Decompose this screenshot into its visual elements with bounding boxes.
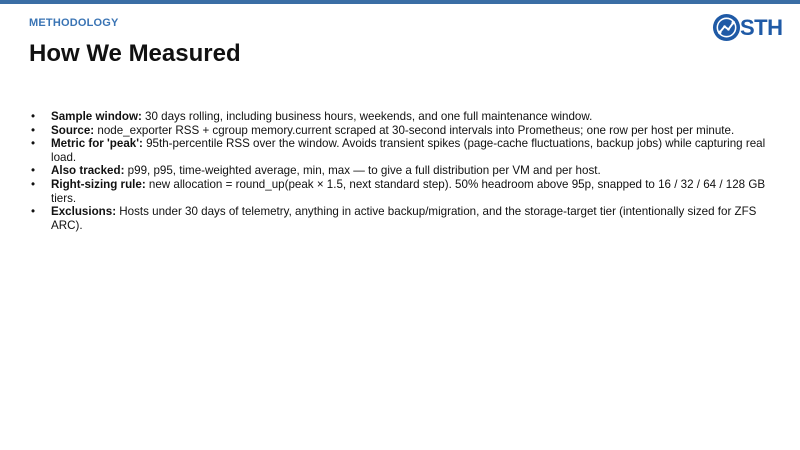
bullet-text: 95th-percentile RSS over the window. Avoids transient spikes (page-cache fluctuations, backup jobs) while capturing real load. [51,137,766,164]
page-title: How We Measured [29,40,241,67]
bullet-text: Hosts under 30 days of telemetry, anything in active backup/migration, and the storage-target tier (intentionally sized for ZFS ARC). [51,205,757,232]
bullet-list [29,110,769,232]
logo-text: STH [740,15,783,40]
bullet-item [29,178,769,205]
bullet-item [29,124,769,138]
bullet-item [29,205,769,232]
top-accent-rule [0,0,800,4]
bullet-text: new allocation = round_up(peak × 1.5, next standard step). 50% headroom above 95p, snapped to 16 / 32 / 64 / 128 GB tiers. [51,177,766,205]
sth-logo-icon [712,13,741,42]
bullet-item [29,164,769,178]
bullet-item [29,137,769,164]
bullet-term: Metric for 'peak': [51,137,143,151]
bullet-term: Source: [51,123,95,137]
bullet-term: Sample window: [51,110,142,123]
bullet-dot-icon: • [31,137,36,151]
bullet-text: p99, p95, time-weighted average, min, max — to give a full distribution per VM and per host. [124,164,601,178]
bullet-dot-icon: • [31,123,36,137]
sth-logo [712,12,783,44]
bullet-dot-icon: • [31,205,36,219]
bullet-dot-icon: • [31,177,36,191]
bullet-text: 30 days rolling, including business hours, weekends, and one full maintenance window. [141,110,593,123]
section-label: METHODOLOGY [29,17,119,29]
bullet-item [29,110,769,124]
bullet-text: node_exporter RSS + cgroup memory.current scraped at 30-second intervals into Prometheus; one row per host per minute. [94,123,735,137]
bullet-term: Exclusions: [51,205,117,219]
bullet-term: Right-sizing rule: [51,177,146,191]
bullet-dot-icon: • [31,164,36,178]
bullet-dot-icon: • [31,110,36,123]
bullet-term: Also tracked: [51,164,125,178]
